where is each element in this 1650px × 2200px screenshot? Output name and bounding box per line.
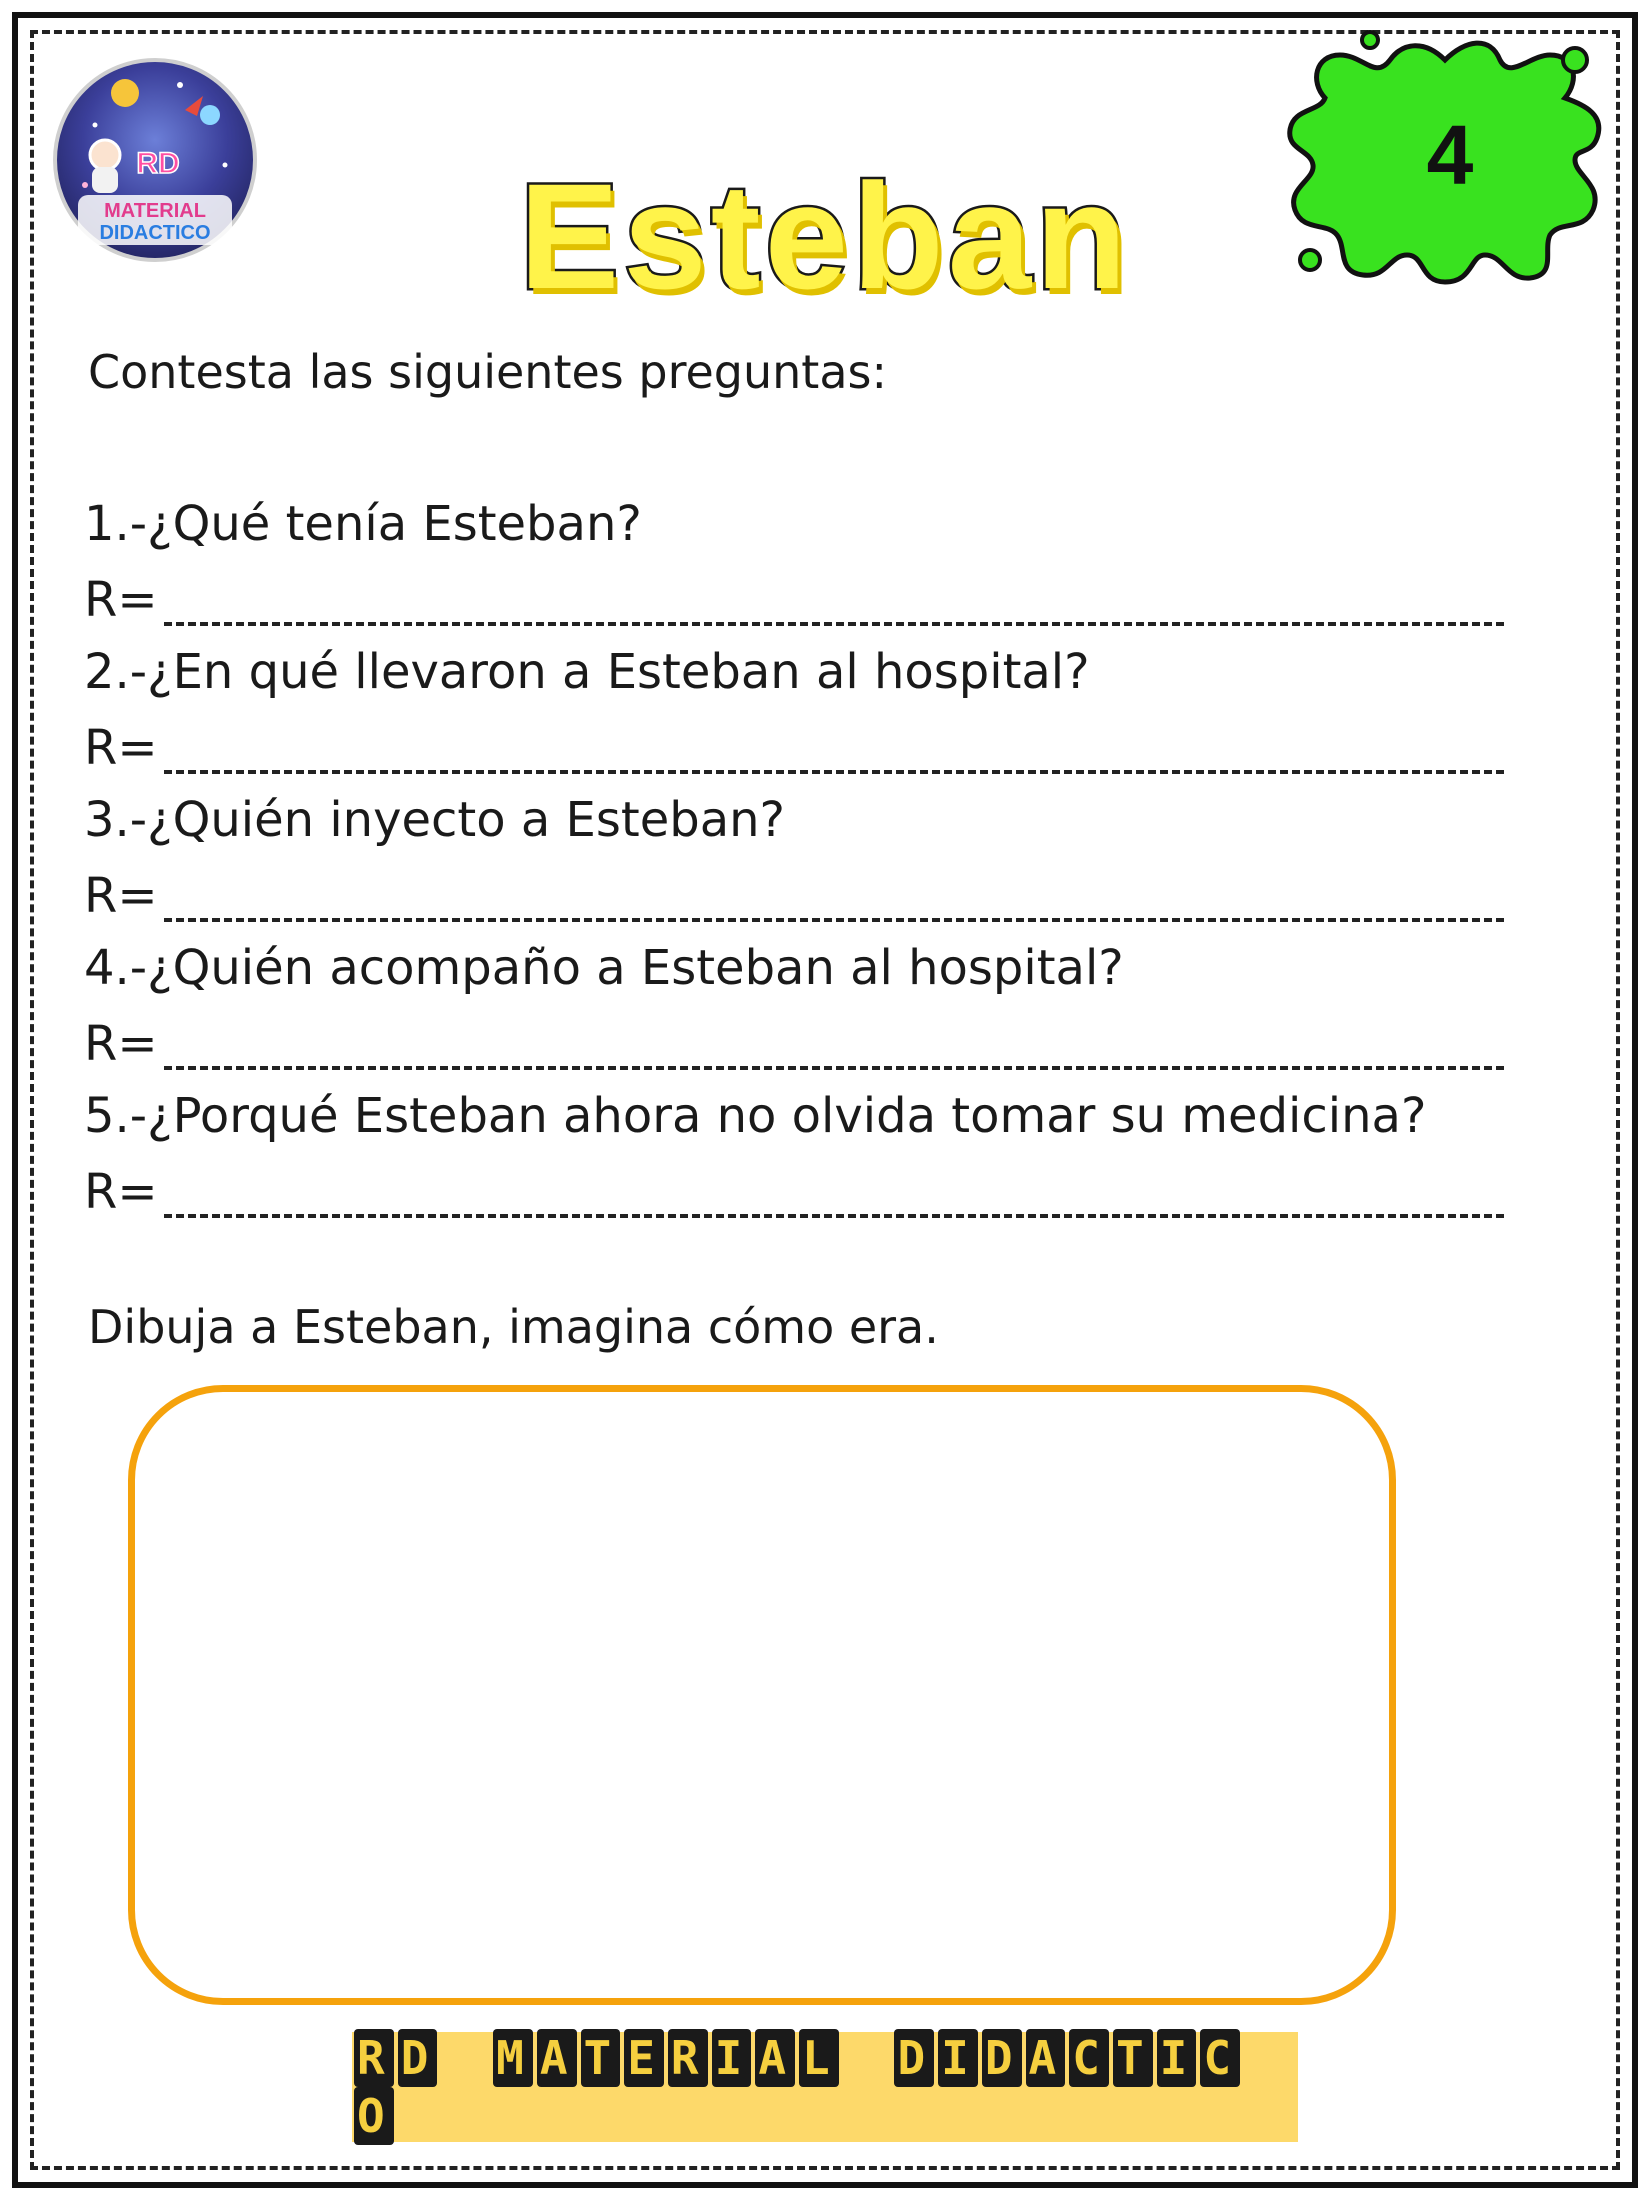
footer-word [491, 2031, 841, 2085]
footer-letter-tile: I [712, 2029, 752, 2087]
question-item [84, 932, 1504, 1080]
logo-text-line1: MATERIAL [104, 200, 206, 222]
questions-list [84, 488, 1504, 1228]
question-item [84, 1080, 1504, 1228]
question-text: 1.-¿Qué tenía Esteban? [84, 496, 642, 552]
logo-text-line2: DIDACTICO [99, 222, 211, 244]
footer-letter-tile: D [398, 2029, 438, 2087]
answer-prefix: R= [84, 720, 158, 776]
footer-letter-tile: T [581, 2029, 621, 2087]
answer-prefix: R= [84, 1016, 158, 1072]
footer-letter-tile: A [1026, 2029, 1066, 2087]
answer-row[interactable] [84, 1154, 1504, 1228]
footer-letter-tile: C [1200, 2029, 1240, 2087]
answer-prefix: R= [84, 1164, 158, 1220]
question-text: 2.-¿En qué llevaron a Esteban al hospital? [84, 644, 1090, 700]
footer-letter-tile: I [1157, 2029, 1197, 2087]
footer-letter-tile: E [624, 2029, 664, 2087]
drawing-prompt: Dibuja a Esteban, imagina cómo era. [88, 1300, 939, 1354]
footer-letter-tile: A [537, 2029, 577, 2087]
footer-letter-tile: D [982, 2029, 1022, 2087]
footer-word [352, 2031, 439, 2085]
footer-letter-tile: R [668, 2029, 708, 2087]
question-item [84, 784, 1504, 932]
logo-initials: RD [136, 147, 180, 180]
footer-banner [352, 2032, 1298, 2142]
drawing-area[interactable] [128, 1385, 1396, 2005]
question-item [84, 636, 1504, 784]
instructions-text: Contesta las siguientes preguntas: [88, 345, 887, 399]
answer-row[interactable] [84, 710, 1504, 784]
answer-row[interactable] [84, 1006, 1504, 1080]
answer-line[interactable] [164, 622, 1504, 626]
footer-letter-tile: L [799, 2029, 839, 2087]
answer-line[interactable] [164, 1066, 1504, 1070]
answer-row[interactable] [84, 562, 1504, 636]
footer-letter-tile: C [1069, 2029, 1109, 2087]
footer-letter-tile: O [354, 2087, 394, 2145]
footer-letter-tile: M [493, 2029, 533, 2087]
question-text: 4.-¿Quién acompaño a Esteban al hospital? [84, 940, 1124, 996]
answer-line[interactable] [164, 770, 1504, 774]
question-text: 5.-¿Porqué Esteban ahora no olvida tomar su medicina? [84, 1088, 1427, 1144]
question-text: 3.-¿Quién inyecto a Esteban? [84, 792, 786, 848]
footer-letter-tile: D [894, 2029, 934, 2087]
answer-row[interactable] [84, 858, 1504, 932]
footer-text [352, 2029, 1298, 2145]
answer-prefix: R= [84, 868, 158, 924]
worksheet-number: 4 [1426, 107, 1474, 202]
question-item [84, 488, 1504, 636]
answer-line[interactable] [164, 918, 1504, 922]
footer-letter-tile: T [1113, 2029, 1153, 2087]
footer-letter-tile: A [755, 2029, 795, 2087]
page-title: Esteban [519, 152, 1131, 320]
answer-line[interactable] [164, 1214, 1504, 1218]
footer-letter-tile: I [938, 2029, 978, 2087]
footer-letter-tile: R [354, 2029, 394, 2087]
answer-prefix: R= [84, 572, 158, 628]
